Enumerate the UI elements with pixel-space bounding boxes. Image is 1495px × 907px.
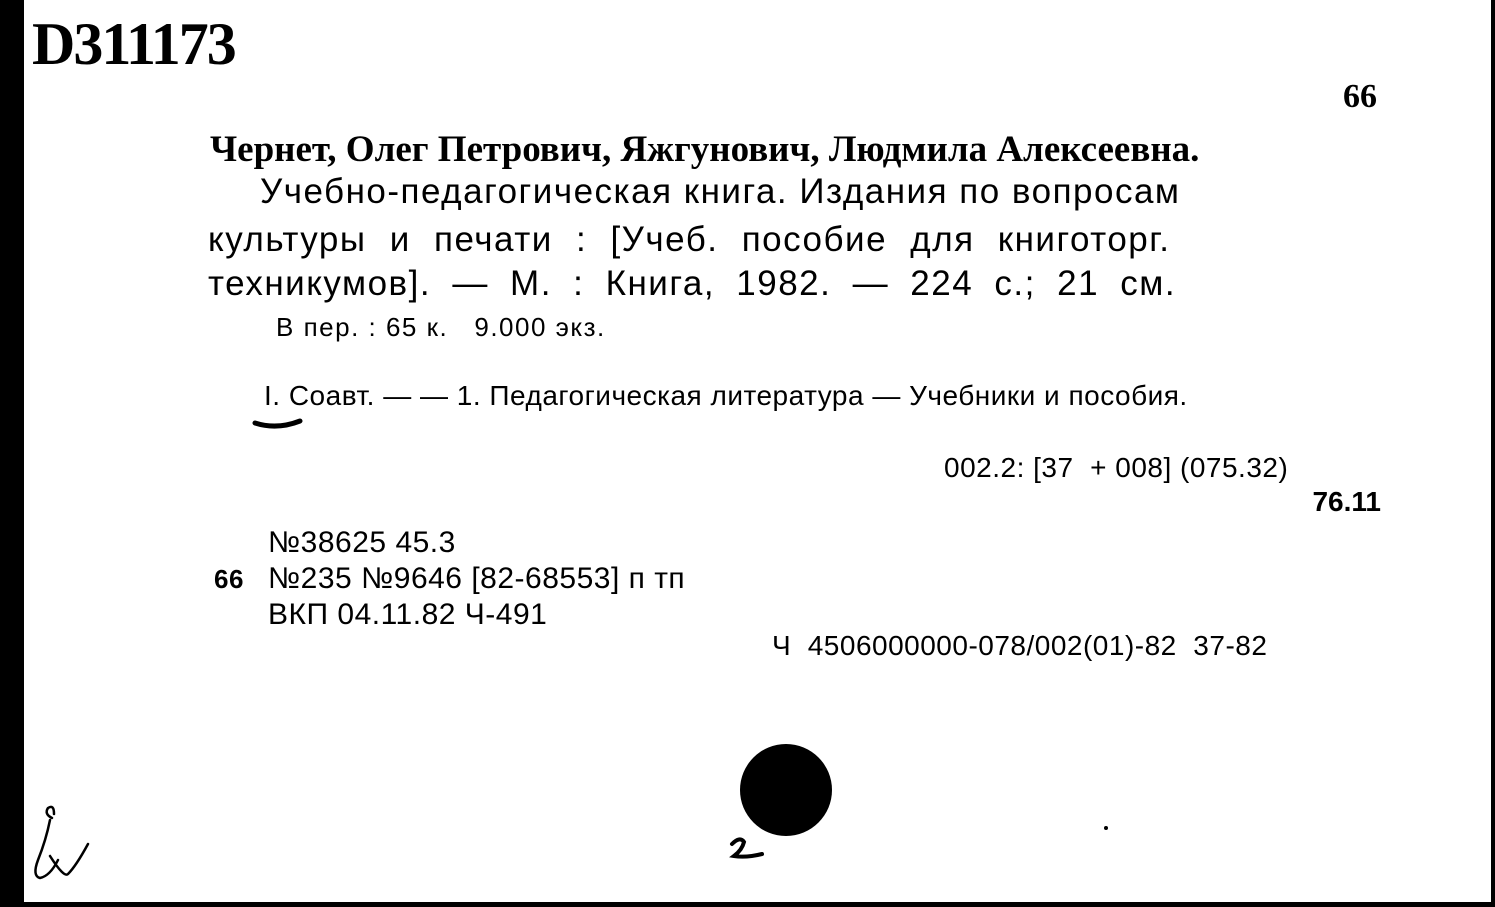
speck-mark bbox=[1104, 826, 1108, 830]
registration-line-1: №38625 45.3 bbox=[268, 526, 456, 559]
price-line: В пер. : 65 к. 9.000 экз. bbox=[276, 312, 606, 342]
registration-prefix: 66 bbox=[214, 564, 244, 594]
punch-hole bbox=[740, 744, 832, 836]
author-heading: Чернет, Олег Петрович, Яжгунович, Людмила Алексеевна. bbox=[210, 129, 1200, 170]
handwritten-mark-left bbox=[28, 800, 98, 882]
description-line-1: Учебно-педагогическая книга. Издания по вопросам bbox=[260, 172, 1181, 211]
subject-headings: I. Соавт. — — 1. Педагогическая литература — Учебники и пособия. bbox=[264, 380, 1188, 411]
bbk-classification: 76.11 bbox=[1312, 486, 1381, 517]
udc-classification: 002.2: [37 + 008] (075.32) bbox=[944, 452, 1289, 483]
index-line: Ч 4506000000-078/002(01)-82 37-82 bbox=[772, 630, 1268, 661]
catalog-card bbox=[24, 0, 1491, 902]
page-number: 66 bbox=[1343, 78, 1377, 115]
description-line-2: культуры и печати : [Учеб. пособие для книготорг. bbox=[208, 220, 1171, 259]
registration-line-3: ВКП 04.11.82 Ч-491 bbox=[268, 598, 548, 631]
handwritten-mark-bottom bbox=[728, 836, 768, 864]
inventory-stamp: D311173 bbox=[32, 11, 235, 77]
description-line-3: техникумов]. — М. : Книга, 1982. — 224 с.; 21 см. bbox=[208, 264, 1177, 303]
registration-line-2: №235 №9646 [82-68553] п тп bbox=[268, 562, 686, 595]
underline-mark bbox=[252, 414, 304, 432]
